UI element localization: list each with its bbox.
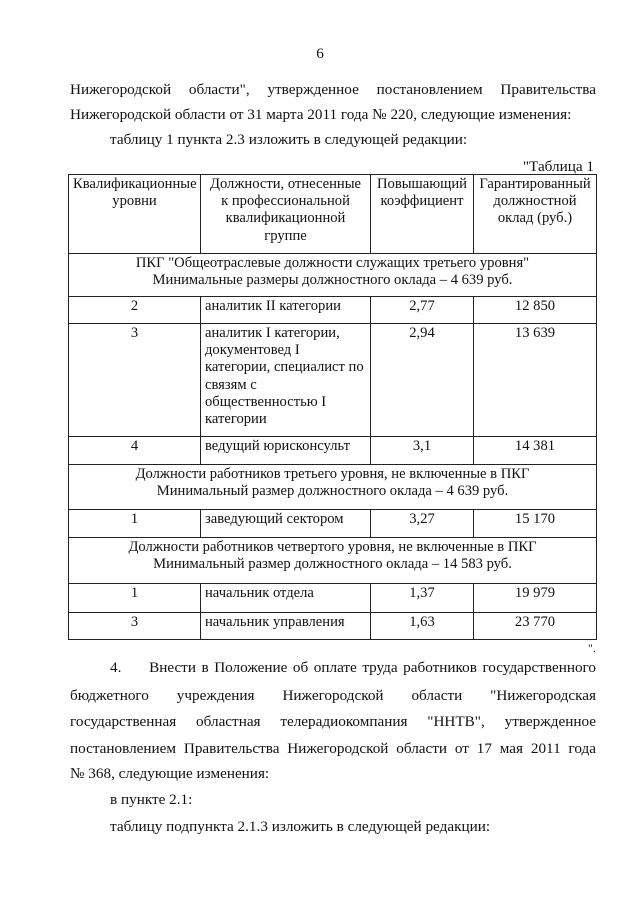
cell-salary: 13 639 (474, 324, 597, 437)
cell-coefficient: 1,63 (371, 613, 474, 640)
intro-line-1: Нижегородской области", утвержденное постановлением Правительства (70, 81, 596, 98)
salary-table (68, 174, 597, 640)
group-title-line: Должности работников четвертого уровня, не включенные в ПКГ (128, 539, 537, 555)
cell-coefficient: 2,77 (371, 297, 474, 324)
header-qual-level: Квалификационные уровни (69, 175, 201, 254)
intro-line-3: таблицу 1 пункта 2.3 изложить в следующей редакции: (110, 131, 468, 148)
cell-salary: 23 770 (474, 613, 597, 640)
group-title-line: ПКГ "Общеотраслевые должности служащих третьего уровня" (135, 255, 530, 271)
intro-line-2: Нижегородской области от 31 марта 2011 года № 220, следующие изменения: (70, 106, 572, 123)
item4-line-1: 4. Внести в Положение об оплате труда работников государственного (110, 659, 596, 676)
item4-line-5: № 368, следующие изменения: (70, 765, 270, 782)
table-header-row (69, 175, 597, 254)
cell-level: 1 (69, 584, 201, 613)
cell-position: начальник управления (201, 613, 371, 640)
table-row (69, 613, 597, 640)
cell-salary: 15 170 (474, 510, 597, 538)
group-title-line: Минимальный размер должностного оклада – 14 583 руб. (153, 556, 512, 573)
table-closing-quote: ". (588, 641, 596, 655)
cell-position: заведующий сектором (201, 510, 371, 538)
item4-line-4: постановлением Правительства Нижегородской области от 17 мая 2011 года (70, 740, 596, 757)
header-salary: Гарантированный должностной оклад (руб.) (474, 175, 597, 254)
item4-line-2: бюджетного учреждения Нижегородской области "Нижегородская (70, 687, 596, 704)
item4-line-7: таблицу подпункта 2.1.3 изложить в следующей редакции: (110, 818, 491, 835)
cell-level: 4 (69, 437, 201, 465)
cell-level: 2 (69, 297, 201, 324)
table-row (69, 510, 597, 538)
group-row (69, 465, 597, 510)
cell-salary: 19 979 (474, 584, 597, 613)
cell-coefficient: 3,27 (371, 510, 474, 538)
cell-salary: 14 381 (474, 437, 597, 465)
table-row (69, 584, 597, 613)
header-position: Должности, отнесенные к профессиональной квалификационной группе (201, 175, 371, 254)
cell-salary: 12 850 (474, 297, 597, 324)
header-coefficient: Повышающий коэффициент (371, 175, 474, 254)
cell-coefficient: 2,94 (371, 324, 474, 437)
cell-level: 1 (69, 510, 201, 538)
group-title (69, 538, 597, 584)
cell-coefficient: 3,1 (371, 437, 474, 465)
cell-position: начальник отдела (201, 584, 371, 613)
table-label: "Таблица 1 (522, 158, 594, 175)
group-title-line: Минимальные размеры должностного оклада – 4 639 руб. (152, 272, 513, 289)
group-row (69, 538, 597, 584)
table-row (69, 297, 597, 324)
group-title-line: Должности работников третьего уровня, не включенные в ПКГ (135, 466, 530, 482)
item4-line-6: в пункте 2.1: (110, 791, 193, 808)
item4-line-3: государственная областная телерадиокомпания "ННТВ", утвержденное (70, 713, 596, 730)
table-row (69, 437, 597, 465)
group-row (69, 254, 597, 297)
cell-position: аналитик II категории (201, 297, 371, 324)
table-row (69, 324, 597, 437)
cell-level: 3 (69, 613, 201, 640)
cell-coefficient: 1,37 (371, 584, 474, 613)
cell-position: аналитик I категории, документовед I категории, специалист по связям с общественностью I категории (201, 324, 371, 437)
cell-level: 3 (69, 324, 201, 437)
group-title (69, 465, 597, 510)
group-title-line: Минимальный размер должностного оклада – 4 639 руб. (156, 483, 509, 500)
cell-position: ведущий юрисконсульт (201, 437, 371, 465)
page-number: 6 (316, 45, 324, 62)
group-title (69, 254, 597, 297)
